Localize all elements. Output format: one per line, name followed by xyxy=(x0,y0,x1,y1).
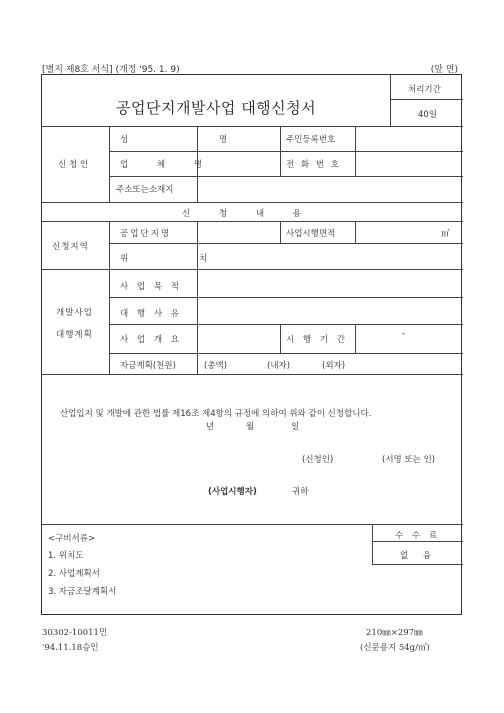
fund-total-label: (총액) xyxy=(204,361,228,371)
location-label: 위 치 xyxy=(120,254,242,264)
company-name-field[interactable] xyxy=(198,152,279,175)
date-year-label: 년 xyxy=(206,422,215,432)
approval-date: '94.11.18승인 xyxy=(42,643,99,653)
area-section-label: 신청지역 xyxy=(52,242,89,252)
phone-label: 전 화 번 호 xyxy=(286,160,341,170)
recipient-label: (사업시행자) xyxy=(208,487,257,497)
project-purpose-field[interactable] xyxy=(198,270,462,297)
processing-period-value: 40일 xyxy=(418,110,438,120)
fund-foreign-label: (외자) xyxy=(322,361,346,371)
required-documents-heading: <구비서류> xyxy=(48,534,96,544)
required-document-item: 3. 자금조달계획서 xyxy=(48,587,117,597)
form-header-left: [별지 제8호 서식] (개정 '95. 1. 9) xyxy=(42,65,180,75)
fee-value: 없 음 xyxy=(400,551,438,561)
name-label: 성 명 xyxy=(120,135,272,145)
resident-number-label: 주민등록번호 xyxy=(286,135,336,145)
area-unit: ㎡ xyxy=(441,229,450,239)
resident-number-field[interactable] xyxy=(356,127,462,150)
required-document-item: 2. 사업계획서 xyxy=(48,569,100,579)
recipient-suffix: 귀하 xyxy=(292,487,309,497)
date-day-label: 일 xyxy=(291,422,300,432)
company-name-label: 업 체 명 xyxy=(120,160,216,170)
applicant-signature-label: (신청인) xyxy=(302,455,334,465)
date-month-label: 월 xyxy=(246,422,255,432)
agency-reason-label: 대 행 사 유 xyxy=(120,309,182,319)
project-purpose-label: 사 업 목 적 xyxy=(120,282,182,292)
fee-label: 수 수 료 xyxy=(395,531,441,541)
complex-name-label: 공업단지명 xyxy=(120,229,172,239)
application-form xyxy=(41,74,462,615)
paper-type: (신문용지 54g/㎡) xyxy=(360,643,430,653)
address-field[interactable] xyxy=(198,177,462,201)
fund-domestic-label: (내자) xyxy=(267,361,291,371)
required-document-item: 1. 위치도 xyxy=(48,551,84,561)
applicant-section-label: 신 청 인 xyxy=(58,160,89,170)
phone-field[interactable] xyxy=(356,152,462,175)
project-area-label: 사업시행면적 xyxy=(286,229,336,239)
form-header-right: (앞 면) xyxy=(430,65,458,75)
complex-name-field[interactable] xyxy=(198,222,279,243)
location-field[interactable] xyxy=(198,244,462,268)
project-summary-field[interactable] xyxy=(198,325,279,353)
project-summary-label: 사 업 개 요 xyxy=(120,335,182,345)
plan-section-label-line2: 대행계획 xyxy=(56,330,93,340)
plan-section-label-line1: 개발사업 xyxy=(56,308,93,318)
agency-reason-field[interactable] xyxy=(198,298,462,324)
request-content-header: 신 청 내 용 xyxy=(182,209,314,219)
fund-plan-label: 자금계획(천원) xyxy=(120,361,176,371)
processing-period-label: 처리기간 xyxy=(408,85,441,95)
implementation-period-label: 시 행 기 간 xyxy=(286,335,348,345)
implementation-period-field[interactable] xyxy=(356,325,462,353)
form-code: 30302-10011민 xyxy=(42,628,108,638)
address-label: 주소또는소재지 xyxy=(116,185,174,195)
form-title: 공업단지개발사업 대행신청서 xyxy=(116,99,317,117)
paper-size: 210㎜×297㎜ xyxy=(366,628,423,638)
application-statement: 산업입지 및 개발에 관한 법률 제16조 제4항의 규정에 의하여 위와 같이 신청합니다. xyxy=(60,409,372,419)
name-field[interactable] xyxy=(198,127,279,150)
signature-or-seal-label: (서명 또는 인) xyxy=(382,455,436,465)
period-separator: - xyxy=(402,329,406,339)
